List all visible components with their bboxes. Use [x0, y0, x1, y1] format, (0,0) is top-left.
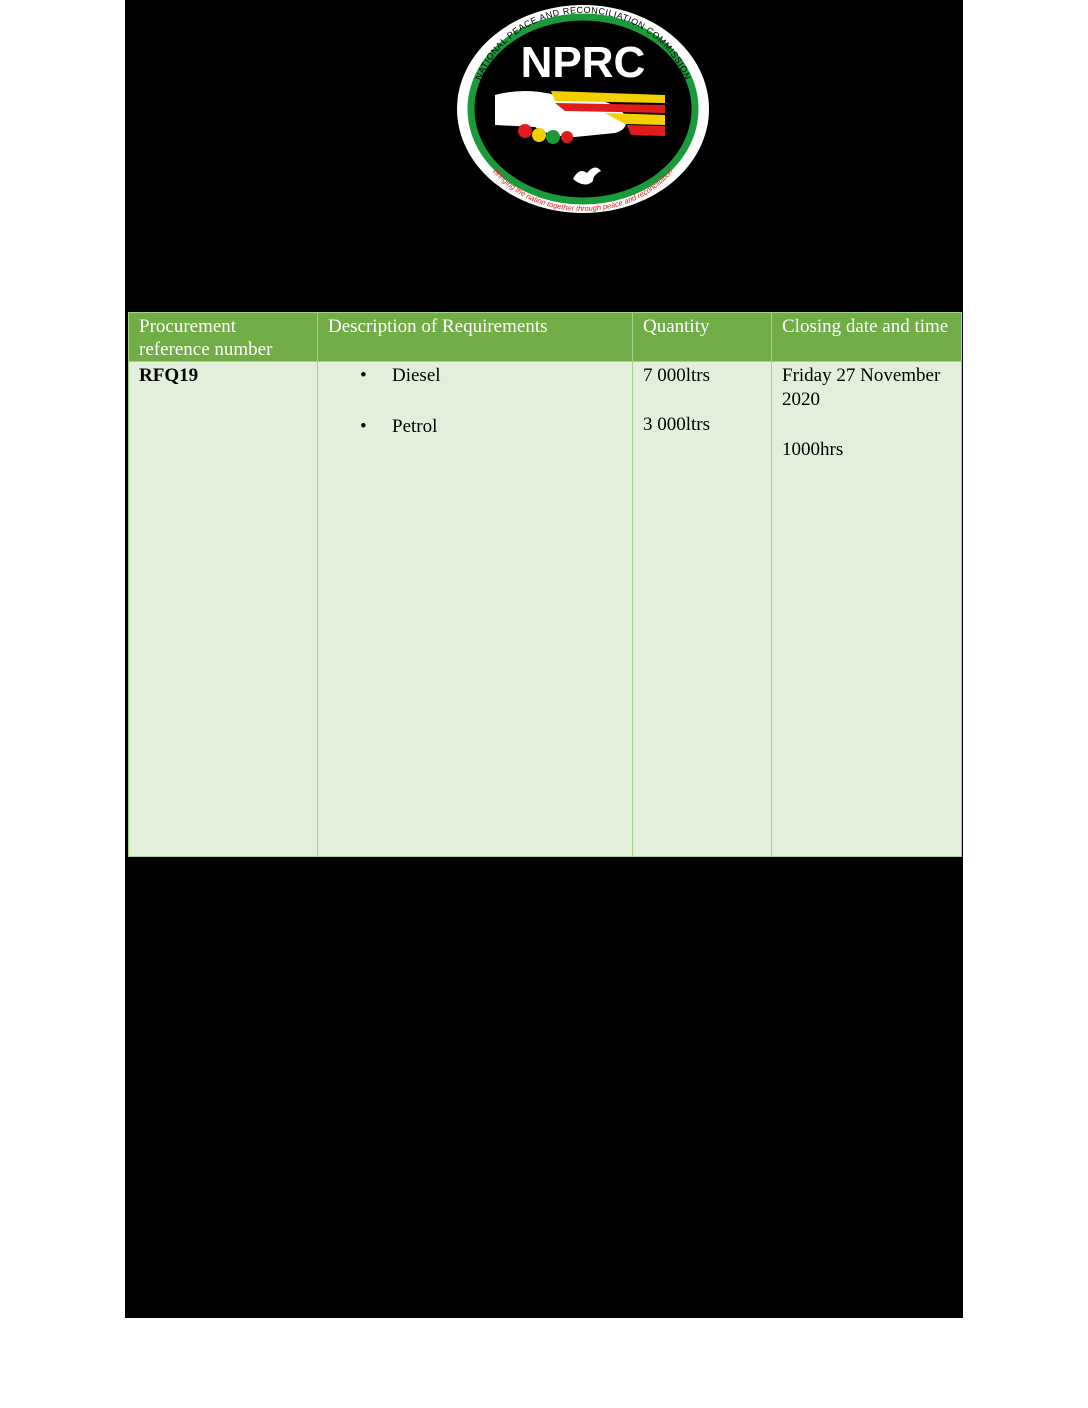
closing-time: 1000hrs [782, 439, 844, 460]
bullet-icon: • [360, 365, 367, 386]
procurement-table [128, 312, 962, 857]
nprc-logo [455, 3, 711, 213]
list-item [328, 364, 622, 388]
quantity-diesel: 7 000ltrs [643, 365, 711, 386]
reference-cell: RFQ19 [129, 362, 318, 857]
closing-cell [772, 362, 962, 857]
quantity-cell [633, 362, 772, 857]
svg-text:NPRC: NPRC [520, 38, 646, 87]
header-description: Description of Requirements [318, 313, 633, 362]
requirement-label: Petrol [392, 416, 438, 437]
list-item [328, 415, 622, 439]
header-reference: Procurement reference number [129, 313, 318, 362]
bullet-icon: • [360, 416, 367, 437]
table-header-row [129, 313, 962, 362]
svg-text:Bringing the nation together t: Bringing the nation together through peace and reconciliation [491, 166, 675, 213]
svg-text:NATIONAL PEACE AND RECONCILIAT: NATIONAL PEACE AND RECONCILIATION COMMISSION [473, 4, 693, 82]
closing-date: Friday 27 November 2020 [782, 365, 941, 410]
header-closing: Closing date and time [772, 313, 962, 362]
table-row [129, 362, 962, 857]
header-quantity: Quantity [633, 313, 772, 362]
requirement-label: Diesel [392, 365, 441, 386]
description-cell [318, 362, 633, 857]
quantity-petrol: 3 000ltrs [643, 414, 711, 435]
requirements-list [328, 364, 622, 439]
